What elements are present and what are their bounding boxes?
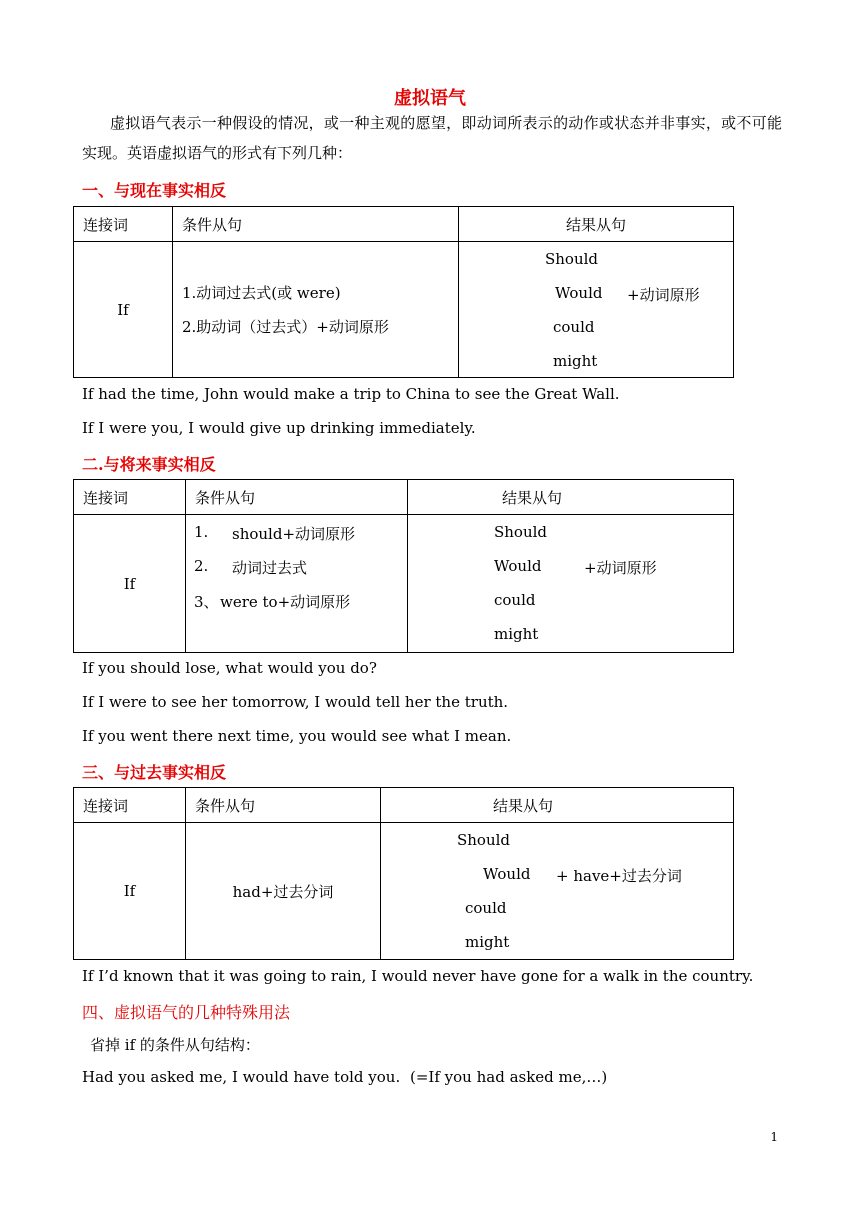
example-sentence: If I were to see her tomorrow, I would tell her the truth. [82,693,509,711]
table-header-row [74,480,734,515]
table-row [74,515,734,653]
result-suffix: +动词原形 [584,559,657,577]
section3-table [73,787,734,960]
result-modal: might [494,625,539,643]
cond-cell: had+过去分词 [186,823,381,960]
cond-item: should+动词原形 [232,525,356,543]
example-sentence: If I’d known that it was going to rain, I would never have gone for a walk in the country. [82,967,754,985]
example-sentence: If I were you, I would give up drinking immediately. [82,419,476,437]
section4-subline: 省掉 if 的条件从句结构： [90,1036,260,1054]
cond-item: 动词过去式 [232,559,308,577]
section2-table [73,479,734,653]
example-sentence: If had the time, John would make a trip to China to see the Great Wall. [82,385,620,403]
table-row [74,823,734,960]
result-modal: Would [555,284,603,302]
section3-heading: 三、与过去事实相反 [82,763,227,782]
example-note: (=If you had asked me,…) [410,1068,608,1086]
table-header-row [74,788,734,823]
page-title: 虚拟语气 [394,88,466,109]
cond-num: 1. [194,523,209,541]
example-sentence: Had you asked me, I would have told you. [82,1068,401,1086]
result-modal: Should [457,831,511,849]
cond-item: were to+动词原形 [220,593,351,611]
conj-cell: If [74,242,173,378]
result-cell [459,242,734,378]
conj-cell: If [74,515,186,653]
section2-heading: 二.与将来事实相反 [82,455,216,474]
header-cell: 结果从句 [459,207,734,242]
page-number: 1 [770,1130,778,1144]
result-modal: Would [483,865,531,883]
header-cell: 条件从句 [186,788,381,823]
cond-item: 2.助动词（过去式）+动词原形 [182,317,389,336]
cond-item: 1.动词过去式(或 were) [182,283,341,302]
result-modal: might [465,933,510,951]
header-cell: 条件从句 [173,207,459,242]
header-cell: 连接词 [74,788,186,823]
table-header-row [74,207,734,242]
section1-heading: 一、与现在事实相反 [82,181,227,200]
header-cell: 结果从句 [408,480,734,515]
cond-num: 2. [194,557,209,575]
result-modal: Should [494,523,548,541]
result-modal: could [494,591,536,609]
header-cell: 结果从句 [381,788,734,823]
section4-heading: 四、虚拟语气的几种特殊用法 [82,1003,291,1022]
cond-cell [186,515,408,653]
result-modal: could [553,318,595,336]
result-modal: Would [494,557,542,575]
example-sentence: If you should lose, what would you do? [82,659,377,677]
cond-cell [173,242,459,378]
result-suffix: +动词原形 [627,286,700,304]
result-modal: could [465,899,507,917]
table-row [74,242,734,378]
result-modal: Should [545,250,599,268]
header-cell: 连接词 [74,207,173,242]
cond-num: 3、 [194,593,219,611]
example-sentence: If you went there next time, you would see what I mean. [82,727,512,745]
section1-table [73,206,734,378]
header-cell: 连接词 [74,480,186,515]
intro-paragraph: 虚拟语气表示一种假设的情况，或一种主观的愿望，即动词所表示的动作或状态并非事实，或不可能实现。英语虚拟语气的形式有下列几种： [82,114,782,162]
result-cell [381,823,734,960]
header-cell: 条件从句 [186,480,408,515]
result-suffix: + have+过去分词 [556,867,682,885]
result-modal: might [553,352,598,370]
result-cell [408,515,734,653]
conj-cell: If [74,823,186,960]
